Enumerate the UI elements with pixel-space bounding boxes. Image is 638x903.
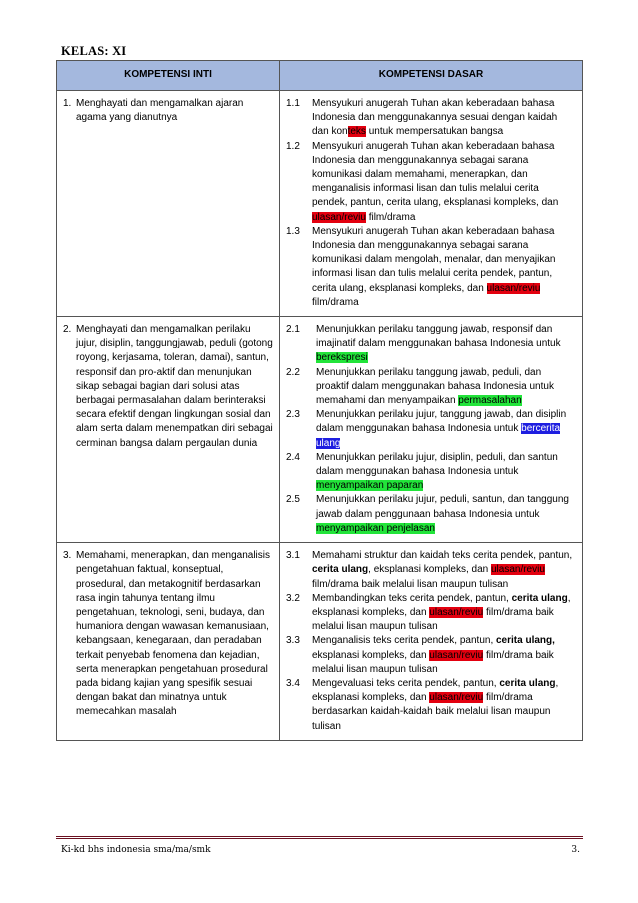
highlighted-text: bercerita ulang: [316, 423, 561, 449]
ki-cell: [57, 543, 280, 741]
highlighted-text: ulasan/reviu: [429, 692, 484, 704]
table-row: [57, 317, 583, 543]
ki-number: 1.: [63, 98, 72, 109]
text-segment: Memahami struktur dan kaidah teks cerita pendek, pantun,: [312, 550, 573, 562]
kd-item: [286, 592, 576, 635]
kd-number: 3.2: [286, 592, 300, 604]
highlighted-text: menyampaikan penjelasan: [316, 522, 435, 534]
text-segment: Menunjukkan perilaku jujur, disiplin, peduli, dan santun dalam menggunakan bahasa Indonesia untuk: [316, 451, 558, 478]
table-body: [57, 91, 583, 741]
kd-text: [316, 451, 576, 494]
kd-number: 2.4: [286, 451, 300, 463]
kd-number: 1.3: [286, 225, 300, 237]
text-segment: , eksplanasi kompleks, dan: [368, 564, 491, 576]
kd-item: [286, 408, 576, 451]
text-segment: Mengevaluasi teks cerita pendek, pantun,: [312, 677, 500, 689]
ki-text: Memahami, menerapkan, dan menganalisis pengetahuan faktual, konseptual, prosedural, dan metakognitif berdasarkan rasa ingin tahunya tentang ilmu pengetahuan, teknologi, seni, budaya, dan humaniora dengan wawasan kemanusiaan, kebangsaan, kenegaraan, dan peradaban terkait penyebab fenomena dan kejadian, serta menerapkan pengetahuan prosedural pada bidang kajian yang spesifik sesuai dengan bakat dan minatnya untuk memecahkan masalah: [76, 550, 270, 718]
text-segment: eksplanasi kompleks, dan: [312, 649, 430, 661]
bold-text: cerita ulang: [312, 564, 369, 576]
bold-text: cerita ulang: [511, 592, 568, 604]
ki-cell: [57, 317, 280, 543]
highlighted-text: ulasan/reviu: [429, 649, 484, 661]
kd-text: [316, 366, 576, 409]
kd-item: [286, 634, 576, 677]
highlighted-text: permasalahan: [458, 395, 522, 407]
text-segment: film/drama baik melalui lisan maupun tulisan: [312, 578, 509, 590]
bold-text: cerita ulang,: [496, 635, 555, 647]
kd-number: 2.1: [286, 324, 300, 336]
text-segment: film/drama: [365, 211, 416, 223]
text-segment: film/drama baik melalui lisan maupun tulisan: [312, 649, 554, 675]
kd-number: 2.2: [286, 366, 300, 378]
kd-number: 3.1: [286, 550, 300, 562]
kd-number: 3.4: [286, 677, 300, 689]
ki-number: 2.: [63, 324, 72, 336]
text-segment: Mensyukuri anugerah Tuhan akan keberadaan bahasa Indonesia dan menggunakannya sebagai sarana komunikasi dalam mengolah, menalar, dan menyajikan informasi lisan dan tulis melalui cerita pendek, pantun, cerita ulang, eksplanasi kompleks, dan: [312, 225, 556, 294]
table-header-row: [57, 61, 583, 91]
kd-item: [286, 225, 576, 310]
text-segment: Membandingkan teks cerita pendek, pantun,: [312, 592, 512, 604]
text-segment: Mensyukuri anugerah Tuhan akan keberadaan bahasa Indonesia dan menggunakannya sebagai sarana komunikasi dalam memahami, menerapkan, dan menganalisis informasi lisan dan tulis melalui cerita pendek, pantun, cerita ulang, eksplanasi kompleks, dan: [312, 140, 559, 209]
text-segment: untuk mempersatukan bangsa: [365, 126, 504, 138]
highlighted-text: ulasan/reviu: [486, 282, 541, 294]
ki-cell: [57, 91, 280, 317]
table-row: [57, 543, 583, 741]
ki-number: 3.: [63, 550, 72, 562]
kd-text: [312, 97, 576, 140]
kd-item: [286, 323, 576, 366]
text-segment: , eksplanasi kompleks, dan: [312, 677, 559, 704]
kd-number: 2.3: [286, 409, 300, 421]
highlighted-text: ulasan/reviu: [490, 564, 545, 576]
text-segment: Menunjukkan perilaku jujur, peduli, santun, dan tanggung jawab dalam penggunaan bahasa Indonesia untuk: [316, 494, 569, 520]
kd-text: [312, 592, 576, 635]
highlighted-text: ulasan/reviu: [429, 606, 484, 618]
text-segment: , eksplanasi kompleks, dan: [312, 592, 571, 618]
text-segment: Menganalisis teks cerita pendek, pantun,: [312, 635, 496, 647]
page-number: 3.: [571, 845, 580, 855]
kd-cell: [280, 543, 583, 741]
highlighted-text: menyampaikan paparan: [316, 480, 424, 492]
highlighted-text: teks: [347, 126, 366, 138]
text-segment: film/drama: [312, 296, 359, 308]
kd-text: [316, 323, 576, 366]
highlighted-text: ulasan/reviu: [312, 211, 366, 223]
kd-cell: [280, 317, 583, 543]
text-segment: Menunjukkan perilaku jujur, tanggung jawab, dan disiplin dalam menggunakan bahasa Indonesia untuk: [316, 409, 567, 435]
text-segment: Mensyukuri anugerah Tuhan akan keberadaan bahasa Indonesia dan menggunakannya sesuai dengan kaidah dan kon: [312, 98, 558, 138]
kd-number: 3.3: [286, 635, 300, 647]
kd-number: 2.5: [286, 494, 300, 506]
kd-item: [286, 97, 576, 140]
text-segment: Menunjukkan perilaku tanggung jawab, responsif dan imajinatif dalam menggunakan bahasa Indonesia untuk: [316, 324, 561, 350]
kd-text: [312, 549, 576, 592]
kd-item: [286, 677, 576, 734]
kd-text: [316, 493, 576, 536]
competency-table: [56, 60, 583, 741]
kd-item: [286, 549, 576, 592]
kd-text: [316, 408, 576, 451]
footer-divider: [56, 836, 583, 837]
class-label: KELAS: XI: [61, 44, 127, 58]
text-segment: film/drama berdasarkan kaidah-kaidah baik melalui lisan maupun tulisan: [312, 692, 551, 732]
kd-item: [286, 366, 576, 409]
footer-divider-2: [56, 838, 583, 839]
kd-text: [312, 225, 576, 310]
text-segment: Menunjukkan perilaku tanggung jawab, peduli, dan proaktif dalam menggunakan bahasa Indonesia untuk memahami dan menyampaikan: [316, 366, 554, 407]
kd-text: [312, 634, 576, 677]
kd-cell: [280, 91, 583, 317]
kd-text: [312, 677, 576, 734]
highlighted-text: berekspresi: [316, 352, 368, 364]
bold-text: cerita ulang: [499, 677, 556, 689]
ki-text: Menghayati dan mengamalkan perilaku jujur, disiplin, tanggungjawab, peduli (gotong royong, kerjasama, toleran, damai), santun, responsif dan pro-aktif dan menunjukan sikap sebagai bagian dari solusi atas berbagai permasalahan dalam berinteraksi secara efektif dengan lingkungan sosial dan alam serta dalam menempatkan diri sebagai cerminan bangsa dalam pergaulan dunia: [76, 324, 273, 449]
table-row: [57, 91, 583, 317]
kd-item: [286, 451, 576, 494]
kd-item: [286, 140, 576, 225]
footer-title: Ki-kd bhs indonesia sma/ma/smk: [61, 845, 211, 855]
header-ki: KOMPETENSI INTI: [57, 61, 280, 91]
ki-text: Menghayati dan mengamalkan ajaran agama yang dianutnya: [76, 98, 244, 124]
kd-number: 1.1: [286, 98, 300, 109]
header-kd: KOMPETENSI DASAR: [280, 61, 583, 91]
kd-text: [312, 140, 576, 225]
kd-number: 1.2: [286, 140, 300, 152]
kd-item: [286, 493, 576, 536]
text-segment: film/drama baik melalui lisan maupun tulisan: [312, 606, 554, 633]
